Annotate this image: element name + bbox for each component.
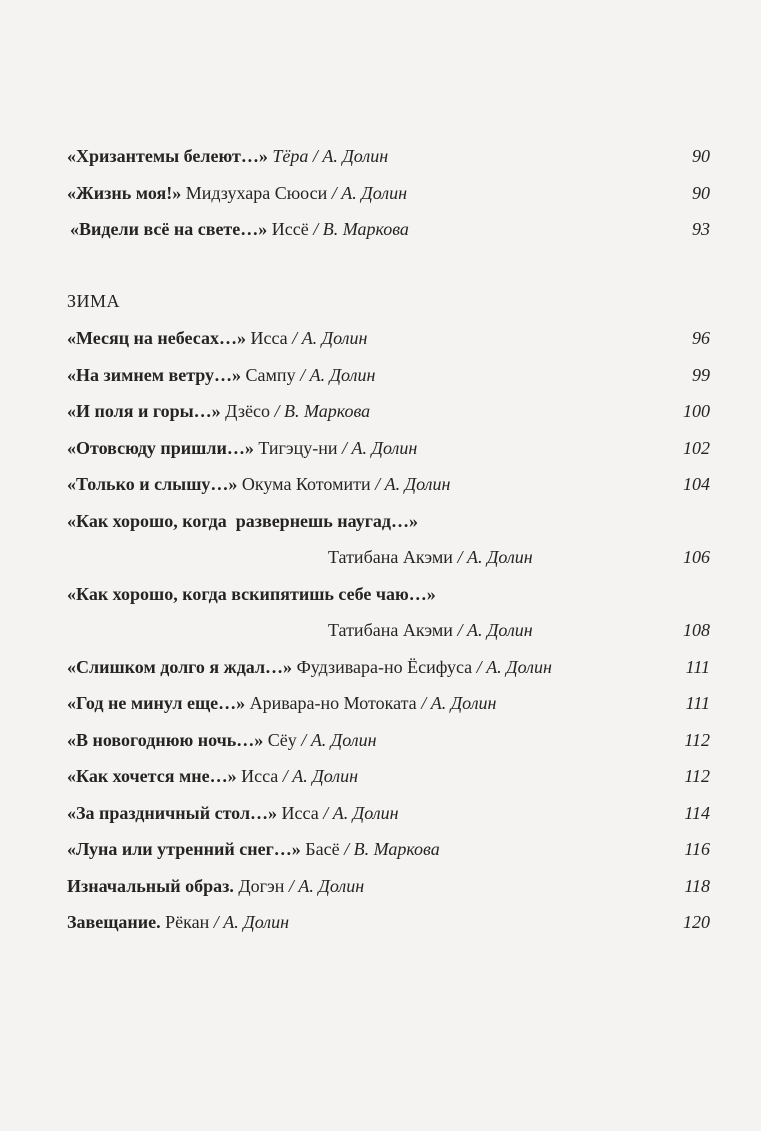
entry-separator: / <box>452 620 467 640</box>
entry-title: «Месяц на небесах…» <box>67 328 246 348</box>
entry-title: «Как хочется мне…» <box>67 766 237 786</box>
entry-page-number: 90 <box>692 146 710 166</box>
toc-entry <box>67 435 710 461</box>
entry-translator: А. Долин <box>322 146 389 166</box>
entry-translator: А. Долин <box>223 912 290 932</box>
entry-separator: / <box>287 328 302 348</box>
entry-separator: / <box>284 876 299 896</box>
entry-title: «Отовсюду пришли…» <box>67 438 254 458</box>
entry-page-number: 111 <box>685 657 710 677</box>
entry-translator: А. Долин <box>310 730 377 750</box>
entry-title: Завещание. <box>67 912 161 932</box>
entry-title: «Слишком долго я ждал…» <box>67 657 293 677</box>
entry-translator: А. Долин <box>466 620 533 640</box>
entry-author: Аривара-но Мотоката <box>249 693 417 713</box>
entry-separator: / <box>308 146 323 166</box>
entry-page-number: 112 <box>684 766 710 786</box>
toc-entry-long <box>67 508 710 534</box>
entry-translator: А. Долин <box>341 183 408 203</box>
entry-title: «Луна или утренний снег…» <box>67 839 301 859</box>
entry-author: Сампу <box>245 365 296 385</box>
entry-page-number: 111 <box>685 693 710 713</box>
entry-translator: А. Долин <box>430 693 497 713</box>
entry-author: Исса <box>250 328 288 348</box>
entry-page-number: 112 <box>684 730 710 750</box>
entry-translator: В. Маркова <box>322 219 409 239</box>
entry-title: «И поля и горы…» <box>67 401 221 421</box>
entry-title: «Как хорошо, когда вскипятишь себе чаю…» <box>67 584 436 604</box>
entry-title: «Хризантемы белеют…» <box>67 146 268 166</box>
entry-translator: А. Долин <box>292 766 359 786</box>
entry-page-number: 108 <box>683 620 710 640</box>
entry-translator: В. Маркова <box>283 401 371 421</box>
section-heading-winter: ЗИМА <box>67 291 121 311</box>
entry-separator: / <box>296 730 311 750</box>
entry-translator: А. Долин <box>486 657 552 677</box>
entry-separator: / <box>327 183 342 203</box>
toc-entry <box>67 690 710 716</box>
entry-author: Исса <box>241 766 279 786</box>
entry-title: «Видели всё на свете…» <box>70 219 268 239</box>
entry-page-number: 100 <box>683 401 710 421</box>
entry-title: «Как хорошо, когда развернешь наугад…» <box>67 511 418 531</box>
toc-entry <box>67 909 710 935</box>
entry-separator: / <box>209 912 224 932</box>
entry-title: «Жизнь моя!» <box>67 183 182 203</box>
entry-separator: / <box>308 219 323 239</box>
entry-page-number: 106 <box>683 547 710 567</box>
entry-author: Татибана Акэми <box>328 547 453 567</box>
entry-title: «На зимнем ветру…» <box>67 365 242 385</box>
toc-entry <box>67 398 710 424</box>
entry-author: Дзёсо <box>225 401 270 421</box>
entry-author: Сёу <box>267 730 297 750</box>
toc-entry <box>67 654 710 680</box>
entry-author: Исса <box>281 803 319 823</box>
entry-separator: / <box>269 401 284 421</box>
entry-page-number: 104 <box>683 474 710 494</box>
entry-translator: А. Долин <box>309 365 376 385</box>
toc-entry <box>67 180 710 206</box>
entry-page-number: 116 <box>684 839 710 859</box>
entry-title: «Год не минул еще…» <box>67 693 246 713</box>
entry-author: Фудзивара-но Ёсифуса <box>296 657 473 677</box>
toc-entry <box>67 143 710 169</box>
entry-page-number: 114 <box>684 803 710 823</box>
entry-page-number: 99 <box>692 365 710 385</box>
entry-author: Рёкан <box>165 912 210 932</box>
entry-title: «Только и слышу…» <box>67 474 238 494</box>
entry-title: «В новогоднюю ночь…» <box>67 730 264 750</box>
entry-separator: / <box>452 547 467 567</box>
entry-title: Изначальный образ. <box>67 876 234 896</box>
entry-separator: / <box>318 803 333 823</box>
entry-author: Мидзухара Сюоси <box>185 183 328 203</box>
toc-entry <box>67 836 710 862</box>
toc-entry <box>67 325 710 351</box>
entry-separator: / <box>278 766 293 786</box>
entry-translator: А. Долин <box>466 547 533 567</box>
toc-entry <box>67 727 710 753</box>
entry-author: Окума Котомити <box>241 474 371 494</box>
toc-entry <box>67 471 710 497</box>
entry-author: Татибана Акэми <box>328 620 453 640</box>
entry-translator: А. Долин <box>384 474 451 494</box>
entry-translator: А. Долин <box>298 876 365 896</box>
entry-separator: / <box>472 657 487 677</box>
toc-entry <box>70 216 710 242</box>
entry-page-number: 90 <box>692 183 710 203</box>
entry-title: «За праздничный стол…» <box>67 803 278 823</box>
entry-author: Догэн <box>238 876 285 896</box>
toc-entry <box>67 763 710 789</box>
toc-entry-continuation <box>328 617 710 643</box>
entry-page-number: 118 <box>684 876 710 896</box>
entry-translator: А. Долин <box>351 438 418 458</box>
entry-page-number: 102 <box>683 438 710 458</box>
toc-entry <box>67 800 710 826</box>
entry-page-number: 120 <box>683 912 710 932</box>
entry-separator: / <box>337 438 352 458</box>
entry-separator: / <box>295 365 310 385</box>
toc-entry-long <box>67 581 710 607</box>
entry-author: Тигэцу-ни <box>258 438 338 458</box>
toc-entry-continuation <box>328 544 710 570</box>
entry-author: Басё <box>305 839 340 859</box>
entry-author: Иссё <box>271 219 309 239</box>
entry-author: Тёра <box>272 146 309 166</box>
entry-separator: / <box>416 693 431 713</box>
entry-page-number: 93 <box>692 219 710 239</box>
entry-translator: А. Долин <box>301 328 368 348</box>
entry-page-number: 96 <box>692 328 710 348</box>
entry-separator: / <box>370 474 385 494</box>
entry-translator: А. Долин <box>332 803 399 823</box>
toc-entry <box>67 873 710 899</box>
entry-translator: В. Маркова <box>353 839 440 859</box>
toc-entry <box>67 362 710 388</box>
entry-separator: / <box>339 839 354 859</box>
